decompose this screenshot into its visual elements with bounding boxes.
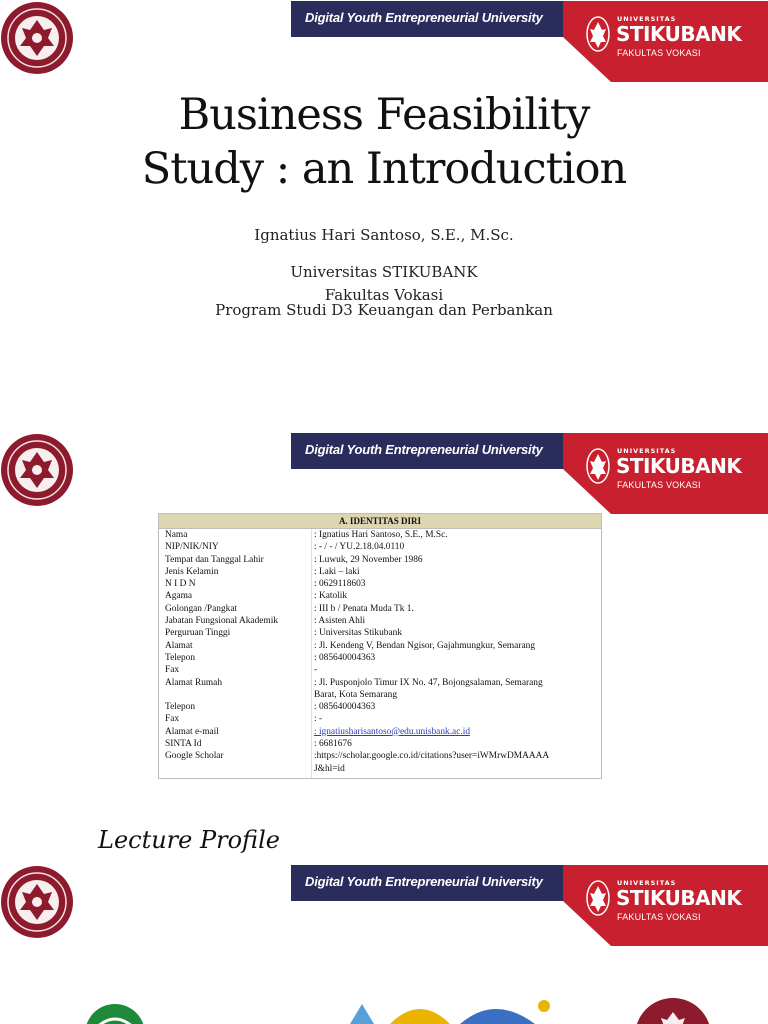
brand-faculty: FAKULTAS VOKASI <box>617 480 701 490</box>
row-value: :https://scholar.google.co.id/citations?user=iWMrwDMAAAA <box>314 751 550 762</box>
green-globe-logo-icon <box>80 994 150 1024</box>
banner-tagline: Digital Youth Entrepreneurial University <box>305 10 543 25</box>
row-label: Agama <box>165 591 193 602</box>
table-row <box>159 763 601 775</box>
banner-tagline: Digital Youth Entrepreneurial University <box>305 442 543 457</box>
row-value: J&hl=id <box>314 763 345 774</box>
faculty-name: Fakultas Vokasi <box>324 286 444 304</box>
row-label: Telepon <box>165 702 196 713</box>
table-row <box>159 750 601 762</box>
brand-name: STIKUBANK <box>616 454 742 478</box>
brand-seal-icon <box>585 446 611 486</box>
table-row <box>159 713 601 725</box>
row-value: : 085640004363 <box>314 652 376 663</box>
table-row <box>159 627 601 639</box>
row-label: Perguruan Tinggi <box>165 628 231 639</box>
brand-seal-icon <box>585 878 611 918</box>
university-seal-small-icon <box>633 998 713 1024</box>
row-value: : Laki – laki <box>314 566 360 577</box>
slide-title <box>0 0 768 432</box>
brand-faculty: FAKULTAS VOKASI <box>617 912 701 922</box>
table-row <box>159 554 601 566</box>
table-row <box>159 652 601 664</box>
brand-university-label: UNIVERSITAS <box>617 879 677 887</box>
row-label: Golongan /Pangkat <box>165 603 238 614</box>
row-value: : Luwuk, 29 November 1986 <box>314 554 423 565</box>
row-value: : III b / Penata Muda Tk 1. <box>314 603 414 614</box>
row-value: : Jl. Pusponjolo Timur IX No. 47, Bojongsalaman, Semarang <box>314 677 543 688</box>
brand-university-label: UNIVERSITAS <box>617 15 677 23</box>
row-value: : Ignatius Hari Santoso, S.E., M.Sc. <box>314 530 448 540</box>
row-value: : 0629118603 <box>314 579 366 590</box>
row-label: Alamat e-mail <box>165 726 219 737</box>
row-label: Jabatan Fungsional Akademik <box>165 616 279 627</box>
row-value: Barat, Kota Semarang <box>314 689 398 700</box>
brand-faculty: FAKULTAS VOKASI <box>617 48 701 58</box>
table-row <box>159 566 601 578</box>
row-value: : Jl. Kendeng V, Bendan Ngisor, Gajahmungkur, Semarang <box>314 640 536 651</box>
author-name: Ignatius Hari Santoso, S.E., M.Sc. <box>254 226 514 244</box>
identity-table <box>158 513 602 779</box>
slide-title-heading <box>0 88 768 196</box>
table-row <box>159 677 601 689</box>
slide-partial <box>0 864 768 1024</box>
table-row <box>159 701 601 713</box>
university-name: Universitas STIKUBANK <box>290 263 478 281</box>
identity-table-header: A. IDENTITAS DIRI <box>159 514 601 529</box>
brand-name: STIKUBANK <box>616 22 742 46</box>
table-row <box>159 689 601 701</box>
table-row <box>159 590 601 602</box>
lecture-profile-caption: Lecture Profile <box>98 826 280 854</box>
brand-name: STIKUBANK <box>616 886 742 910</box>
row-label: Fax <box>165 665 180 676</box>
table-row <box>159 603 601 615</box>
row-label: Alamat <box>165 640 193 651</box>
table-row <box>159 541 601 553</box>
brand-seal-icon <box>585 14 611 54</box>
program-name: Program Studi D3 Keuangan dan Perbankan <box>215 301 553 319</box>
table-row <box>159 578 601 590</box>
row-value: : Katolik <box>314 591 348 602</box>
row-value: : 6681676 <box>314 739 352 750</box>
title-line-2: Study : an Introduction <box>141 144 627 194</box>
brand-university-label: UNIVERSITAS <box>617 447 677 455</box>
row-label: Google Scholar <box>165 751 224 762</box>
row-label: Jenis Kelamin <box>165 566 219 577</box>
merdeka-logo-icon <box>330 994 560 1024</box>
university-seal-icon <box>0 0 76 78</box>
row-label: NIP/NIK/NIY <box>165 542 219 553</box>
row-label: Alamat Rumah <box>165 677 223 688</box>
row-label: SINTA Id <box>165 739 202 750</box>
table-row <box>159 640 601 652</box>
table-row <box>159 726 601 738</box>
row-value: : Universitas Stikubank <box>314 628 403 639</box>
row-value: : 085640004363 <box>314 702 376 713</box>
university-seal-icon <box>0 432 76 510</box>
university-seal-icon <box>0 864 76 942</box>
row-label: N I D N <box>165 579 196 590</box>
row-label: Fax <box>165 714 180 725</box>
row-label: Nama <box>165 530 188 540</box>
email-link[interactable]: : ignatiusharisantoso@edu.unisbank.ac.id <box>314 726 471 737</box>
row-label: Telepon <box>165 652 196 663</box>
title-line-1: Business Feasibility <box>178 90 590 140</box>
table-row <box>159 664 601 676</box>
row-value: - <box>314 665 318 676</box>
identity-rows <box>159 529 601 775</box>
row-value: : - / - / YU.2.18.04.0110 <box>314 542 405 553</box>
slide-profile <box>0 432 768 864</box>
row-value: : Asisten Ahli <box>314 616 366 627</box>
table-row <box>159 615 601 627</box>
banner-tagline: Digital Youth Entrepreneurial University <box>305 874 543 889</box>
table-row <box>159 529 601 541</box>
table-row <box>159 738 601 750</box>
row-label: Tempat dan Tanggal Lahir <box>165 554 264 565</box>
row-value: : - <box>314 714 323 725</box>
